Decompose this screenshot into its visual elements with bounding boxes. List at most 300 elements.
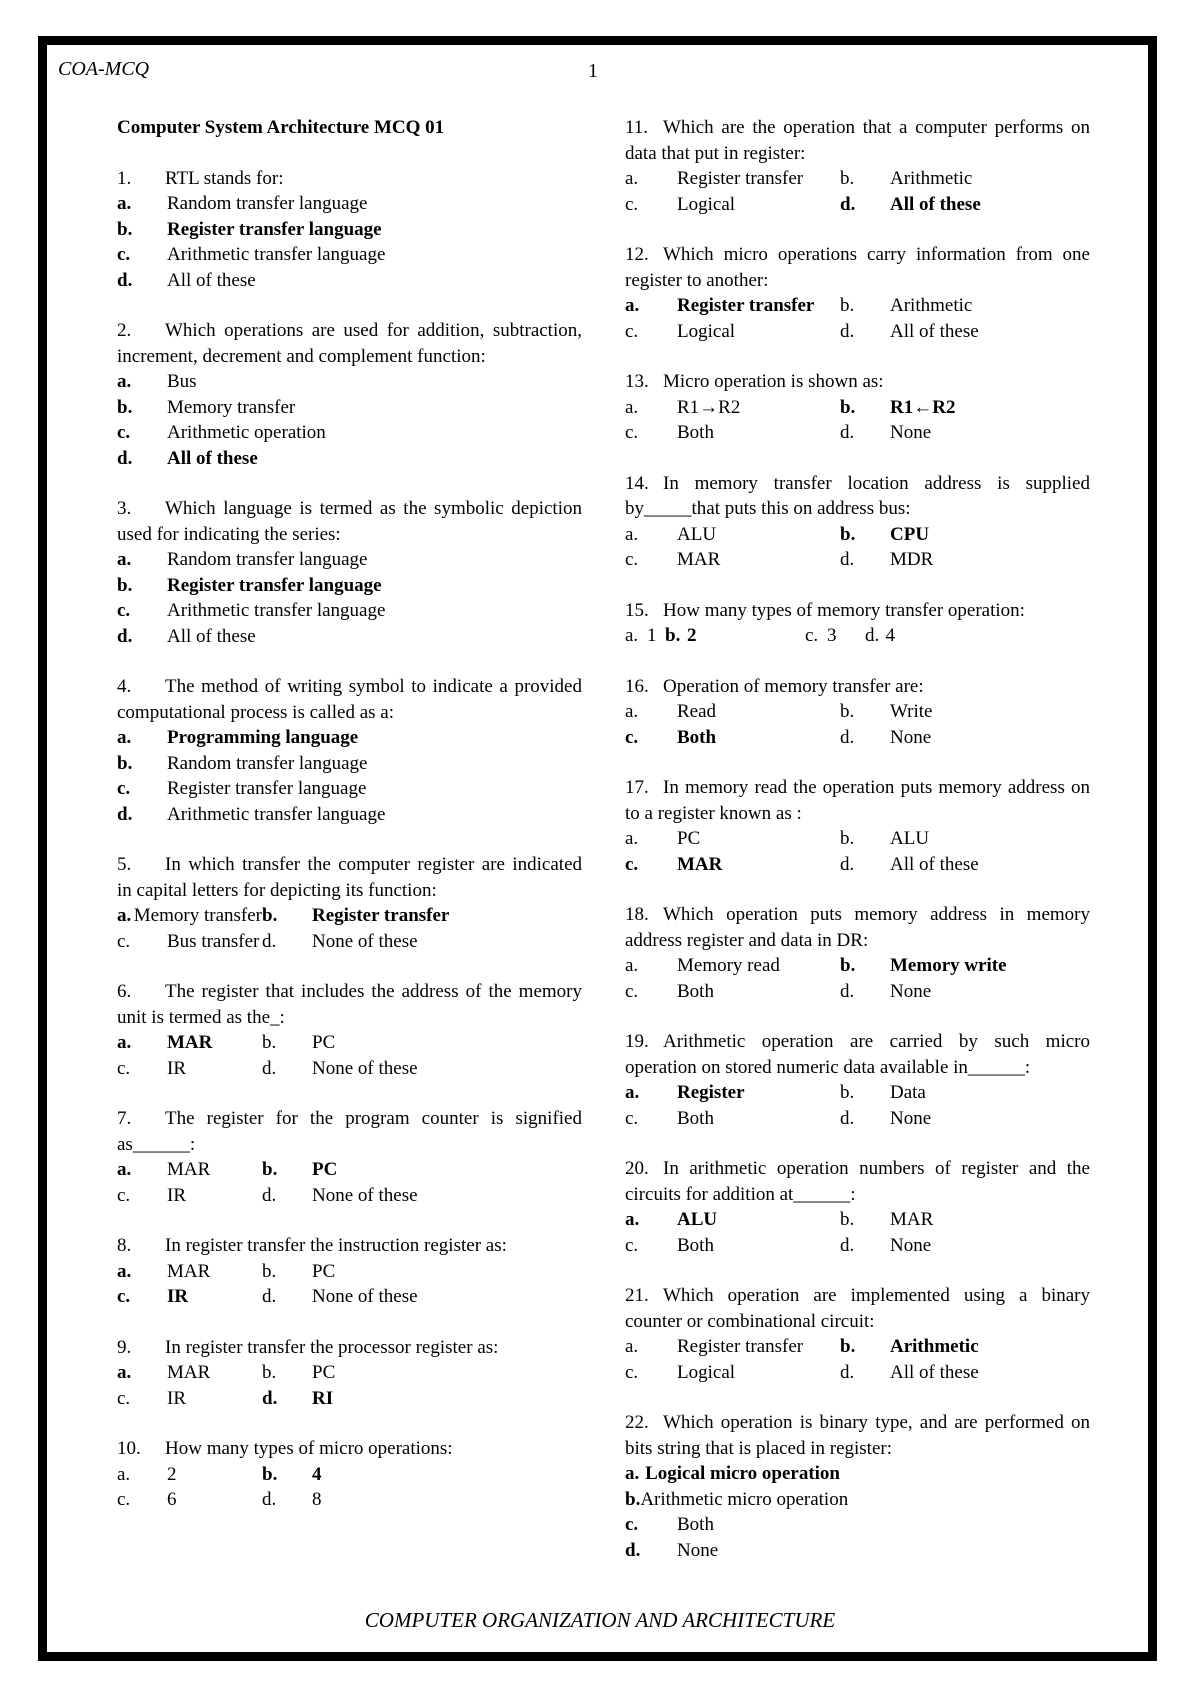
question-text <box>625 471 1090 522</box>
option-text: ALU <box>677 523 717 545</box>
question-number: 21. <box>625 1285 649 1306</box>
question-text <box>625 1283 1090 1334</box>
option-text: Register transfer <box>677 295 815 316</box>
question-number: 3. <box>117 498 132 519</box>
option-letter: a. <box>625 828 639 849</box>
option-text: Bus <box>167 371 197 392</box>
answer-option <box>262 1056 492 1082</box>
answer-option <box>840 166 1055 192</box>
option-text: IR <box>167 1184 186 1206</box>
question-stem: In memory transfer location address is supplied by_____that puts this on address bus: <box>625 472 1090 519</box>
option-text: Arithmetic <box>890 168 973 189</box>
option-text: All of these <box>890 193 981 215</box>
option-row <box>117 1284 582 1310</box>
option-row <box>117 573 582 599</box>
question <box>625 1029 1090 1131</box>
question <box>625 115 1090 217</box>
option-letter: a. <box>117 1463 131 1485</box>
option-row <box>625 1106 1090 1132</box>
answer-option <box>262 1360 492 1386</box>
question <box>625 471 1090 573</box>
question-number: 14. <box>625 472 649 494</box>
question-number: 6. <box>117 981 132 1002</box>
option-row <box>625 1512 1090 1538</box>
option-row <box>625 522 1090 548</box>
option-text: None <box>890 726 932 748</box>
option-letter: b. <box>262 905 278 926</box>
option-row <box>117 751 582 777</box>
option-text: 4 <box>312 1463 322 1485</box>
option-text: None <box>890 422 932 443</box>
question-stem: Which operation puts memory address in memory address register and data in DR: <box>625 904 1090 951</box>
option-text: 4 <box>885 625 895 646</box>
question-text <box>625 598 1090 624</box>
answer-option <box>117 547 517 573</box>
question-stem: Which micro operations carry information from one register to another: <box>625 244 1090 291</box>
question-number: 9. <box>117 1336 132 1358</box>
answer-option <box>865 623 895 649</box>
question-text <box>117 496 582 547</box>
answer-option <box>262 929 492 955</box>
option-text: Random transfer language <box>167 752 368 774</box>
option-letter: c. <box>625 726 639 748</box>
option-text: Arithmetic <box>890 1336 979 1357</box>
question <box>117 674 582 827</box>
answer-option <box>625 1538 840 1564</box>
option-row <box>625 623 1090 649</box>
option-text: Write <box>890 701 933 722</box>
option-text: 3 <box>827 625 837 646</box>
answer-option <box>262 1030 492 1056</box>
option-text: CPU <box>890 523 930 545</box>
answer-option <box>117 598 517 624</box>
answer-option <box>117 573 517 599</box>
option-letter: d. <box>840 320 855 342</box>
option-text: None <box>890 1107 932 1129</box>
option-letter: d. <box>840 193 856 215</box>
option-letter: b. <box>117 752 133 774</box>
option-text: Data <box>890 1082 926 1103</box>
answer-option <box>625 1106 840 1132</box>
answer-option <box>262 1487 492 1513</box>
answer-option <box>840 953 1055 979</box>
question-stem: In register transfer the instruction register as: <box>165 1235 507 1256</box>
answer-option <box>117 268 517 294</box>
option-row <box>117 1259 582 1285</box>
page-number: 1 <box>588 60 598 82</box>
option-text: Logical micro operation <box>645 1463 840 1484</box>
option-letter: d. <box>117 447 133 469</box>
option-text: None of these <box>312 1184 418 1206</box>
option-letter: a. <box>625 625 639 646</box>
option-letter: b. <box>117 574 133 596</box>
option-text: PC <box>677 828 701 849</box>
option-letter: d. <box>262 1286 277 1307</box>
question <box>117 1436 582 1513</box>
option-text: IR <box>167 1057 186 1079</box>
question-text <box>117 1335 582 1361</box>
option-letter: d. <box>262 1057 277 1079</box>
option-row <box>625 979 1090 1005</box>
option-text: MAR <box>167 1032 213 1053</box>
answer-option <box>262 1157 492 1183</box>
option-text: Memory read <box>677 955 780 976</box>
option-letter: d. <box>840 549 855 570</box>
question-stem: Micro operation is shown as: <box>663 371 884 392</box>
question <box>625 902 1090 1004</box>
answer-option <box>840 395 1055 421</box>
option-row <box>117 903 582 929</box>
option-row <box>625 1461 1090 1487</box>
option-row <box>117 1462 582 1488</box>
option-text: PC <box>312 1260 336 1282</box>
option-letter: c. <box>117 600 131 621</box>
answer-option <box>625 166 840 192</box>
answer-option <box>625 547 840 573</box>
option-letter: c. <box>625 320 639 342</box>
answer-option <box>117 725 517 751</box>
option-letter: d. <box>840 853 855 875</box>
option-text: Random transfer language <box>167 549 368 570</box>
left-column <box>117 115 582 1538</box>
question-number: 7. <box>117 1108 132 1129</box>
option-letter: c. <box>625 1107 639 1129</box>
answer-option <box>840 826 1055 852</box>
option-letter: a. <box>625 701 639 722</box>
option-letter: d. <box>840 1361 855 1383</box>
option-letter: b. <box>840 396 856 418</box>
option-letter: b. <box>665 625 681 646</box>
option-letter: b. <box>262 1159 278 1180</box>
answer-option <box>840 699 1055 725</box>
option-text: Both <box>677 422 714 443</box>
answer-option <box>840 1080 1055 1106</box>
question-text <box>117 1436 582 1462</box>
option-text: Arithmetic micro operation <box>640 1488 849 1510</box>
question-number: 15. <box>625 599 649 621</box>
answer-option <box>625 395 840 421</box>
question-number: 13. <box>625 371 649 392</box>
option-text: Arithmetic transfer language <box>167 244 386 265</box>
option-text: 2 <box>687 625 697 646</box>
option-row <box>117 1360 582 1386</box>
option-row <box>117 268 582 294</box>
option-letter: a. <box>625 168 639 189</box>
option-row <box>117 1487 582 1513</box>
option-letter: b. <box>262 1362 277 1383</box>
answer-option <box>117 217 517 243</box>
option-text: MAR <box>677 549 721 570</box>
question-text <box>117 166 582 192</box>
question <box>625 598 1090 649</box>
option-letter: b. <box>262 1260 277 1282</box>
option-letter: c. <box>625 1514 639 1535</box>
option-letter: a. <box>117 1362 132 1383</box>
option-letter: d. <box>865 625 880 646</box>
answer-option <box>625 699 840 725</box>
option-letter: d. <box>117 269 133 291</box>
answer-option <box>840 1233 1055 1259</box>
question-text <box>625 902 1090 953</box>
option-text: Register transfer <box>677 168 804 189</box>
question-stem: RTL stands for: <box>165 167 284 189</box>
option-row <box>117 1386 582 1412</box>
option-letter: a. <box>117 727 132 748</box>
option-letter: c. <box>625 853 639 875</box>
option-row <box>117 802 582 828</box>
question-stem: Which language is termed as the symbolic depiction used for indicating the series: <box>117 498 582 545</box>
question <box>117 1106 582 1208</box>
header-doc-code: COA-MCQ <box>58 58 150 80</box>
question-number: 19. <box>625 1031 649 1052</box>
option-text: None of these <box>312 930 418 952</box>
question-stem: The method of writing symbol to indicate a provided computational process is called as a: <box>117 676 582 723</box>
option-letter: d. <box>840 1107 855 1129</box>
answer-option <box>625 1360 840 1386</box>
question-number: 4. <box>117 676 132 697</box>
answer-option <box>625 319 840 345</box>
answer-option <box>117 776 517 802</box>
answer-option <box>117 1030 262 1056</box>
question-number: 18. <box>625 904 649 925</box>
question <box>117 318 582 471</box>
answer-option <box>625 826 840 852</box>
option-row <box>625 1233 1090 1259</box>
option-letter: b. <box>840 523 856 545</box>
option-letter: c. <box>117 930 131 952</box>
option-text: MAR <box>677 853 723 875</box>
option-letter: a. <box>625 1209 640 1230</box>
option-row <box>117 242 582 268</box>
question-text <box>625 1156 1090 1207</box>
option-text: R1→R2 <box>677 396 741 418</box>
option-text: 1 <box>647 625 657 646</box>
question-text <box>625 674 1090 700</box>
answer-option <box>840 319 1055 345</box>
option-letter: b. <box>262 1463 278 1485</box>
answer-option <box>117 1386 262 1412</box>
option-letter: d. <box>840 980 855 1002</box>
option-row <box>625 420 1090 446</box>
question-stem: The register for the program counter is signified as______: <box>117 1108 582 1155</box>
question-stem: Arithmetic operation are carried by such micro operation on stored numeric data available in______: <box>625 1031 1090 1078</box>
answer-option <box>625 1487 849 1513</box>
option-letter: b. <box>840 828 855 849</box>
option-row <box>117 446 582 472</box>
question-stem: The register that includes the address of the memory unit is termed as the_: <box>117 981 582 1028</box>
answer-option <box>665 623 805 649</box>
option-text: None <box>890 980 932 1002</box>
option-text: Both <box>677 1514 714 1535</box>
answer-option <box>262 1259 492 1285</box>
question-text <box>117 1106 582 1157</box>
option-text: ALU <box>677 1209 718 1230</box>
question-stem: Which are the operation that a computer performs on data that put in register: <box>625 117 1090 164</box>
option-letter: a. <box>625 1082 640 1103</box>
question <box>117 852 582 954</box>
question-number: 11. <box>625 117 649 138</box>
option-letter: a. <box>117 549 132 570</box>
option-letter: b. <box>840 1336 856 1357</box>
option-text: MAR <box>167 1159 211 1180</box>
answer-option <box>625 522 840 548</box>
question <box>625 242 1090 344</box>
answer-option <box>262 1284 492 1310</box>
option-row <box>117 1183 582 1209</box>
option-letter: a. <box>117 1260 132 1282</box>
option-text: 6 <box>167 1489 177 1510</box>
option-letter: a. <box>625 1336 639 1357</box>
option-letter: b. <box>625 1488 641 1510</box>
footer-title: COMPUTER ORGANIZATION AND ARCHITECTURE <box>364 1608 836 1632</box>
option-text: Both <box>677 980 714 1002</box>
option-text: Register transfer <box>312 905 450 926</box>
answer-option <box>625 293 840 319</box>
option-letter: c. <box>625 1234 639 1256</box>
option-row <box>117 191 582 217</box>
option-letter: d. <box>840 726 855 748</box>
question-number: 20. <box>625 1158 649 1179</box>
question-number: 8. <box>117 1235 132 1256</box>
answer-option <box>117 191 517 217</box>
answer-option <box>840 1106 1055 1132</box>
doc-title: Computer System Architecture MCQ 01 <box>117 117 445 138</box>
option-letter: b. <box>117 396 133 418</box>
answer-option <box>625 1207 840 1233</box>
option-text: Register transfer language <box>167 574 382 596</box>
option-text: None <box>890 1234 932 1256</box>
question-stem: In arithmetic operation numbers of register and the circuits for addition at______: <box>625 1158 1090 1205</box>
option-row <box>117 725 582 751</box>
option-row <box>625 395 1090 421</box>
option-row <box>625 826 1090 852</box>
option-text: Random transfer language <box>167 193 368 214</box>
answer-option <box>262 903 492 929</box>
answer-option <box>117 420 517 446</box>
option-text: All of these <box>167 447 258 469</box>
option-row <box>117 1030 582 1056</box>
question <box>117 166 582 294</box>
answer-option <box>840 725 1055 751</box>
option-text: PC <box>312 1159 338 1180</box>
option-letter: b. <box>840 1082 855 1103</box>
answer-option <box>840 192 1055 218</box>
option-letter: d. <box>262 930 277 952</box>
answer-option <box>262 1183 492 1209</box>
question-text <box>117 1233 582 1259</box>
option-text: PC <box>312 1362 336 1383</box>
option-letter: d. <box>117 803 133 825</box>
option-row <box>625 1207 1090 1233</box>
option-text: Both <box>677 1107 714 1129</box>
option-text: None of these <box>312 1057 418 1079</box>
question-stem: Which operations are used for addition, subtraction, increment, decrement and complement function: <box>117 320 582 367</box>
option-row <box>117 395 582 421</box>
option-row <box>625 852 1090 878</box>
option-letter: a. <box>117 193 132 214</box>
option-text: IR <box>167 1387 186 1409</box>
option-letter: a. <box>117 905 132 926</box>
answer-option <box>625 1080 840 1106</box>
answer-option <box>625 979 840 1005</box>
option-letter: b. <box>840 955 856 976</box>
answer-option <box>840 420 1055 446</box>
answer-option <box>117 929 262 955</box>
option-text: Arithmetic transfer language <box>167 803 386 825</box>
option-text: Arithmetic operation <box>167 422 326 443</box>
option-row <box>625 1334 1090 1360</box>
option-text: All of these <box>890 320 979 342</box>
option-row <box>625 293 1090 319</box>
option-row <box>625 166 1090 192</box>
option-text: Memory transfer <box>133 905 262 926</box>
question-stem: In memory read the operation puts memory address on to a register known as : <box>625 777 1090 824</box>
option-letter: a. <box>117 1032 132 1053</box>
question-stem: How many types of micro operations: <box>165 1438 453 1459</box>
option-letter: b. <box>840 701 855 722</box>
option-row <box>625 725 1090 751</box>
option-text: All of these <box>890 1361 979 1383</box>
question <box>117 979 582 1081</box>
question-text <box>625 369 1090 395</box>
option-letter: c. <box>117 244 131 265</box>
question-text <box>117 318 582 369</box>
answer-option <box>840 852 1055 878</box>
option-text: Register transfer language <box>167 778 367 799</box>
question-text <box>117 674 582 725</box>
option-text: All of these <box>167 625 256 647</box>
answer-option <box>117 1157 262 1183</box>
option-text: Logical <box>677 193 736 215</box>
option-text: 8 <box>312 1489 322 1510</box>
answer-option <box>117 1487 262 1513</box>
question-number: 16. <box>625 675 649 697</box>
answer-option <box>840 1360 1055 1386</box>
answer-option <box>117 903 262 929</box>
option-letter: d. <box>840 422 855 443</box>
option-row <box>117 420 582 446</box>
option-text: IR <box>167 1286 189 1307</box>
answer-option <box>625 953 840 979</box>
question-number: 2. <box>117 320 132 341</box>
option-row <box>625 547 1090 573</box>
answer-option <box>625 192 840 218</box>
option-text: None <box>677 1539 719 1561</box>
option-letter: d. <box>262 1387 278 1409</box>
option-row <box>117 369 582 395</box>
answer-option <box>117 369 517 395</box>
option-text: PC <box>312 1032 336 1053</box>
question <box>625 775 1090 877</box>
option-row <box>117 1157 582 1183</box>
option-letter: c. <box>117 1286 131 1307</box>
option-row <box>625 699 1090 725</box>
option-letter: c. <box>625 1361 639 1383</box>
question-text <box>625 1029 1090 1080</box>
option-letter: c. <box>117 1057 131 1079</box>
option-text: Memory transfer <box>167 396 296 418</box>
option-letter: c. <box>625 193 639 215</box>
question-stem: How many types of memory transfer operation: <box>663 599 1025 621</box>
answer-option <box>117 624 517 650</box>
answer-option <box>840 522 1055 548</box>
question-stem: In which transfer the computer register are indicated in capital letters for depicting its function: <box>117 854 582 901</box>
answer-option <box>117 1259 262 1285</box>
option-text: RI <box>312 1387 334 1409</box>
option-letter: b. <box>840 168 855 189</box>
option-row <box>625 953 1090 979</box>
option-row <box>625 1487 1090 1513</box>
